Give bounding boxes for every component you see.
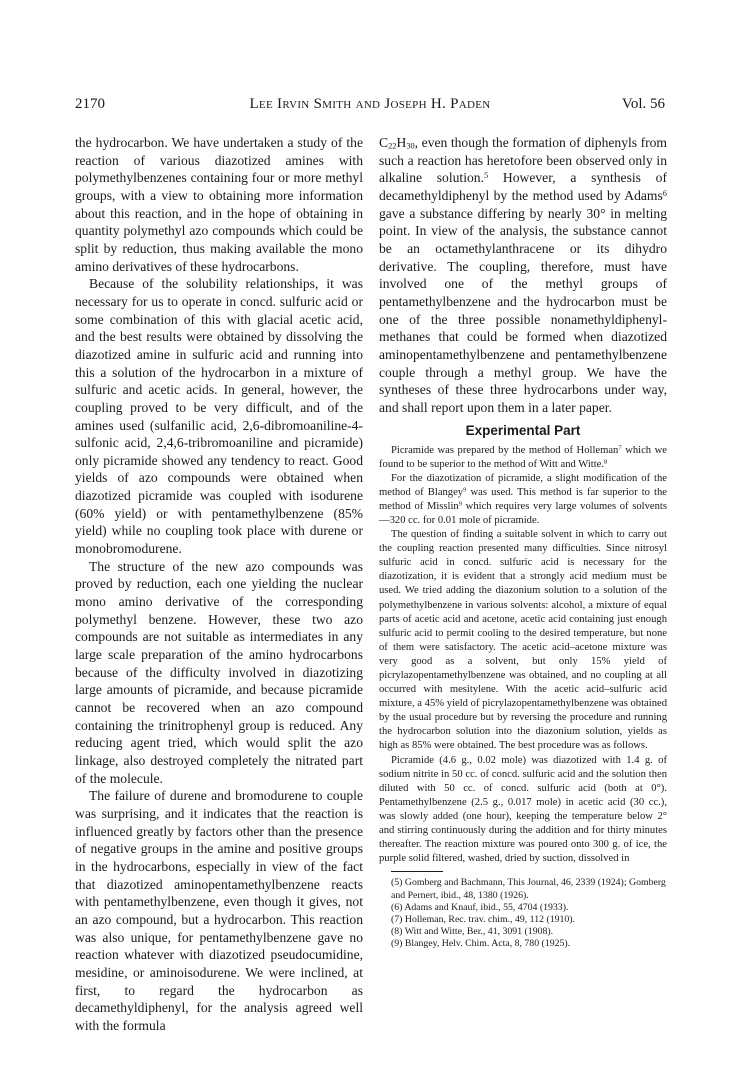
footnote: (9) Blangey, Helv. Chim. Acta, 8, 780 (1925). xyxy=(391,938,571,950)
footnote: (8) Witt and Witte, Ber., 41, 3091 (1908). xyxy=(391,926,554,938)
body-paragraph: the hydrocarbon. We have undertaken a study of the reaction of various diazotized amines with polymethylbenzenes containing four or more methyl groups, with a view to obtaining more information about this reaction, and in the hope of obtaining in quantity polymethyl azo compounds which could be split by reduction, thus making available the mono amino derivatives of these hydrocarbons. xyxy=(75,135,363,274)
formula: $C_{22}H_{30}$ xyxy=(379,135,415,151)
body-paragraph: The failure of durene and bromodurene to couple was surprising, and it indicates that the reaction is influenced greatly by factors other than the presence of negative groups in the amine and positive groups in the hydrocarbons, especially in view of the fact that diazotized aminopentamethylbenzene reacts with pentamethylbenzene, even though it gives, not an azo compound, but a hydrocarbon. This reaction was also unique, for pentamethylbenzene gave no reaction whatever with diazotized pseudocumidine, mesidine, or aminoisodurene. We were inclined, at first, to regard the hydrocarbon as decamethyldiphenyl, for the analysis agreed well with the formula xyxy=(75,788,363,1033)
section-heading: Experimental Part xyxy=(465,422,581,438)
footnotes xyxy=(379,877,667,950)
footnote: (7) Holleman, Rec. trav. chim., 49, 112 (1910). xyxy=(391,913,576,925)
page-number: 2170 xyxy=(75,96,105,112)
footnote: (6) Adams and Knauf, ibid., 55, 4704 (1933). xyxy=(391,901,569,913)
footnote-ref: 7 xyxy=(618,444,622,452)
running-title: Lee Irvin Smith and Joseph H. Paden xyxy=(249,96,491,112)
footnote-ref: 8 xyxy=(604,458,608,466)
body-paragraph: Because of the solubility relationships, it was necessary for us to operate in concd. sulfuric acid or some combination of this with glacial acetic acid, and the best results were obtained by dissolving the diazotized amine in sulfuric acid and running into this a solution of the hydrocarbon in a mixture of sulfuric and acetic acids. In general, however, the coupling proved to be very difficult, and of the amines used (sulfanilic acid, 2,6-dibromoaniline-4-sulfonic acid, 2,4,6-tribromoaniline and picramide) only picramide showed any tendency to react. Good yields of azo compounds were obtained when diazotized picramide was coupled with isodurene (60% yield) or with pentamethylbenzene (85% yield) while no coupling took place with durene or monobromodurene. xyxy=(75,276,363,557)
left-column xyxy=(75,134,363,1034)
body-paragraph: The structure of the new azo compounds was proved by reduction, each one yielding the nuclear mono amino derivative of the corresponding polymethyl benzene. However, these two azo compounds are not suitable as intermediates in any large scale preparation of the amino hydrocarbons because of the difficulty involved in diazotizing large amounts of picramide, and because picramide cannot be recovered when an azo compound containing the trinitrophenyl group is reduced. Any reducing agent tried, which would split the azo linkage, also destroyed completely the nitrated part of the molecule. xyxy=(75,558,363,786)
volume-number: Vol. 56 xyxy=(621,96,665,112)
experimental-paragraph: For the diazotization of picramide, a slight modification of the method of Blangey$^9$ was used. This method is far superior to the method of Misslin$^9$ which requires very large volumes of solvents—320 cc. for 0.01 mole of picramide. xyxy=(379,472,667,526)
experimental-paragraph: Picramide was prepared by the method of Holleman$^7$ which we found to be superior to the method of Witt and Witte.$^8$ xyxy=(379,444,667,470)
footnote-ref: 9 xyxy=(458,500,463,508)
running-header xyxy=(75,96,665,116)
footnote-divider xyxy=(391,871,443,872)
experimental-paragraph: Picramide (4.6 g., 0.02 mole) was diazotized with 1.4 g. of sodium nitrite in 50 cc. of concd. sulfuric acid and the solution then diluted with 50 cc. of concd. sulfuric acid (both at 0°). Pentamethylbenzene (2.5 g., 0.017 mole) in acetic acid (30 cc.), was slowly added (one hour), keeping the temperature below 2° and stirring continuously during the addition and for thirty minutes thereafter. The reaction mixture was poured onto 300 g. of ice, the purple solid filtered, washed, dried by suction, dissolved in xyxy=(379,754,667,865)
right-column xyxy=(379,134,667,951)
footnote-ref: 6 xyxy=(662,187,667,198)
body-paragraph: $C_{22}H_{30}$, even though the formation of diphenyls from such a reaction has heretofore been observed only in alkaline solution.$^5$ However, a synthesis of decamethyldiphenyl by the method used by Adams$^6$ gave a substance differing by nearly 30° in melting point. In view of the analysis, the substance cannot be an octamethylanthracene or its dihydro derivative. The coupling, therefore, must have involved one of the methyl groups of pentamethylbenzene and the hydrocarbon must be one of the three possible nonamethyldiphenylmethanes that could be formed when diazotized aminopentamethylbenzene and pentamethylbenzene couple through a methyl group. We have the syntheses of these three hydrocarbons under way, and shall report upon them in a later paper. xyxy=(379,135,667,415)
footnote-ref: 9 xyxy=(463,486,467,494)
footnote-ref: 5 xyxy=(483,170,489,181)
experimental-paragraph: The question of finding a suitable solvent in which to carry out the coupling reaction presented many difficulties. Since nitrosyl sulfuric acid in concd. sulfuric acid is necessary for the diazotization, it is evident that a strongly acid medium must be used. We tried adding the diazonium solution to a solution of the polymethylbenzene in various solvents: alcohol, a mixture of equal parts of acetic acid and acetone, acetic acid containing just enough sulfuric acid to permit cooling to the desired temperature, but none of them were satisfactory. The acetic acid–acetone mixture was very good as a solvent, but only 15% yield of picrylazopentamethylbenzene was obtained, and no coupling at all occurred with mesitylene. With the acetic acid–sulfuric acid mixture, a 45% yield of picrylazopentamethylbenzene was obtained by the usual procedure but by reversing the procedure and running the hydrocarbon solution into the diazonium solution, yields as high as 85% were obtained. The best procedure was as follows. xyxy=(379,529,667,752)
footnote: (5) Gomberg and Bachmann, This Journal, 46, 2339 (1924); Gomberg and Pernert, ibid., 48, 1380 (1926). xyxy=(391,877,666,901)
